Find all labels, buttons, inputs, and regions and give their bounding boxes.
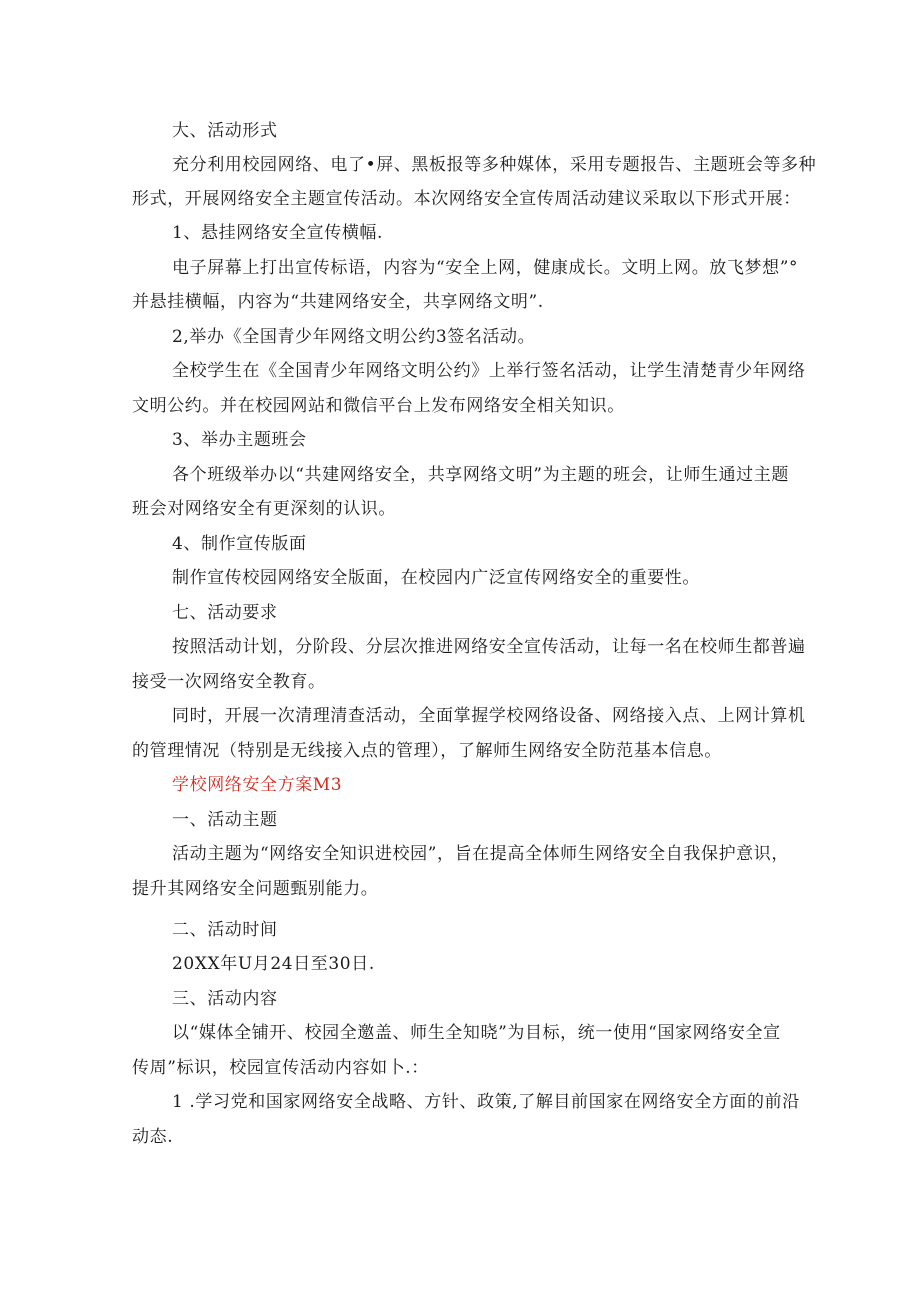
paragraph-line: 制作宣传校园网络安全版面，在校园内广泛宣传网络安全的重要性。 xyxy=(172,568,700,588)
section-heading: 三、活动内容 xyxy=(172,989,278,1009)
paragraph-line: 的管理情况（特别是无线接入点的管理），了解师生网络安全防范基本信息。 xyxy=(132,741,722,761)
paragraph-line: 活动主题为“网络安全知识进校园”，旨在提高全体师生网络安全自我保护意识， xyxy=(172,844,789,864)
paragraph-line: 传周”标识，校园宣传活动内容如卜.： xyxy=(132,1058,429,1078)
section-heading: 大、活动形式 xyxy=(172,121,278,141)
paragraph-line: 并悬挂横幅，内容为“共建网络安全，共享网络文明”. xyxy=(132,292,544,312)
paragraph-line: 按照活动计划，分阶段、分层次推进网络安全宣传活动，让每一名在校师生都普遍 xyxy=(172,637,806,657)
paragraph-line: 形式，开展网络安全主题宣传活动。本次网络安全宣传周活动建议采取以下形式开展： xyxy=(132,189,801,209)
list-item: 1 .学习党和国家网络安全战略、方针、政策,了解目前国家在网络安全方面的前沿 xyxy=(172,1092,800,1112)
section-heading: 一、活动主题 xyxy=(172,810,278,830)
section-heading: 七、活动要求 xyxy=(172,603,278,623)
paragraph-line: 接受一次网络安全教育。 xyxy=(132,672,326,692)
document-title: 学校网络安全方案M3 xyxy=(172,775,343,795)
paragraph-line: 提升其网络安全问题甄别能力。 xyxy=(132,879,379,899)
paragraph-line: 以“媒体全铺开、校园全邀盖、师生全知晓”为目标，统一使用“国家网络安全宣 xyxy=(172,1023,781,1043)
paragraph-line: 各个班级举办以“共建网络安全，共享网络文明”为主题的班会，让师生通过主题 xyxy=(172,465,789,485)
paragraph-line: 文明公约。并在校园网站和微信平台上发布网络安全相关知识。 xyxy=(132,396,625,416)
paragraph-line: 电子屏幕上打出宣传标语，内容为“安全上网，健康成长。文明上网。放飞梦想”° xyxy=(172,258,799,278)
list-item-heading: 1、悬挂网络安全宣传横幅. xyxy=(172,223,384,243)
list-item-heading: 2,举办《全国青少年网络文明公约3签名活动。 xyxy=(172,327,536,347)
paragraph-line: 全校学生在《全国青少年网络文明公约》上举行签名活动，让学生清楚青少年网络 xyxy=(172,361,806,381)
list-item-heading: 3、举办主题班会 xyxy=(172,430,307,450)
paragraph-line: 同时，开展一次清理清查活动，全面掌握学校网络设备、网络接入点、上网计算机 xyxy=(172,706,806,726)
section-heading: 二、活动时间 xyxy=(172,920,278,940)
paragraph-line: 班会对网络安全有更深刻的认识。 xyxy=(132,499,396,519)
paragraph-line: 20XX年U月24日至30日. xyxy=(172,954,375,974)
paragraph-line: 充分利用校园网络、电了•屏、黑板报等多种媒体，采用专题报告、主题班会等多种 xyxy=(172,155,817,175)
paragraph-line: 动态. xyxy=(132,1127,174,1147)
list-item-heading: 4、制作宣传版面 xyxy=(172,534,307,554)
